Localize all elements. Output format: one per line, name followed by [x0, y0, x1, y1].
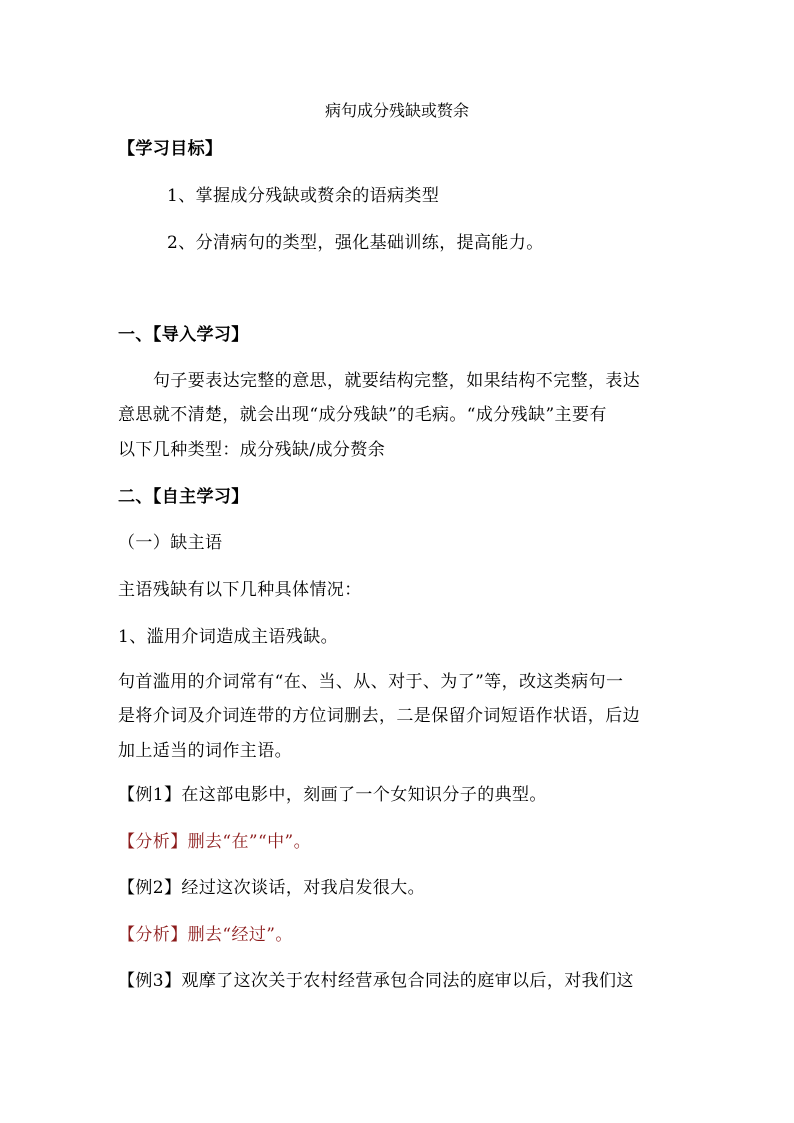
explanation-line-2: 是将介词及介词连带的方位词删去，二是保留介词短语作状语，后边 — [118, 706, 640, 726]
objective-item-1: 1、掌握成分残缺或赘余的语病类型 — [167, 186, 440, 206]
example-3: 【例3】观摩了这次关于农村经营承包合同法的庭审以后，对我们这 — [118, 971, 634, 991]
objective-item-2: 2、分清病句的类型，强化基础训练，提高能力。 — [167, 233, 544, 253]
analysis-2: 【分析】删去“经过”。 — [118, 925, 293, 945]
explanation-line-1: 句首滥用的介词常有“在、当、从、对于、为了”等，改这类病句一 — [118, 672, 624, 692]
subject-missing-intro: 主语残缺有以下几种具体情况： — [118, 580, 362, 600]
document-title: 病句成分残缺或赘余 — [324, 101, 469, 120]
section1-heading: 一、【导入学习】 — [118, 325, 249, 345]
section1-paragraph-line-2: 意思就不清楚，就会出现“成分残缺”的毛病。“成分残缺”主要有 — [118, 405, 607, 425]
section2-heading: 二、【自主学习】 — [118, 487, 249, 507]
section1-paragraph-line-1: 句子要表达完整的意思，就要结构完整，如果结构不完整，表达 — [153, 371, 641, 391]
objectives-heading: 【学习目标】 — [118, 139, 223, 159]
subsection-missing-subject: （一）缺主语 — [118, 533, 223, 553]
section1-paragraph-line-3: 以下几种类型：成分残缺/成分赘余 — [118, 440, 386, 460]
example-2: 【例2】经过这次谈话，对我启发很大。 — [118, 878, 426, 898]
explanation-line-3: 加上适当的词作主语。 — [118, 741, 292, 761]
analysis-1: 【分析】删去“在”“中”。 — [118, 832, 311, 852]
example-1: 【例1】在这部电影中，刻画了一个女知识分子的典型。 — [118, 785, 547, 805]
point-1: 1、滥用介词造成主语残缺。 — [118, 627, 339, 647]
